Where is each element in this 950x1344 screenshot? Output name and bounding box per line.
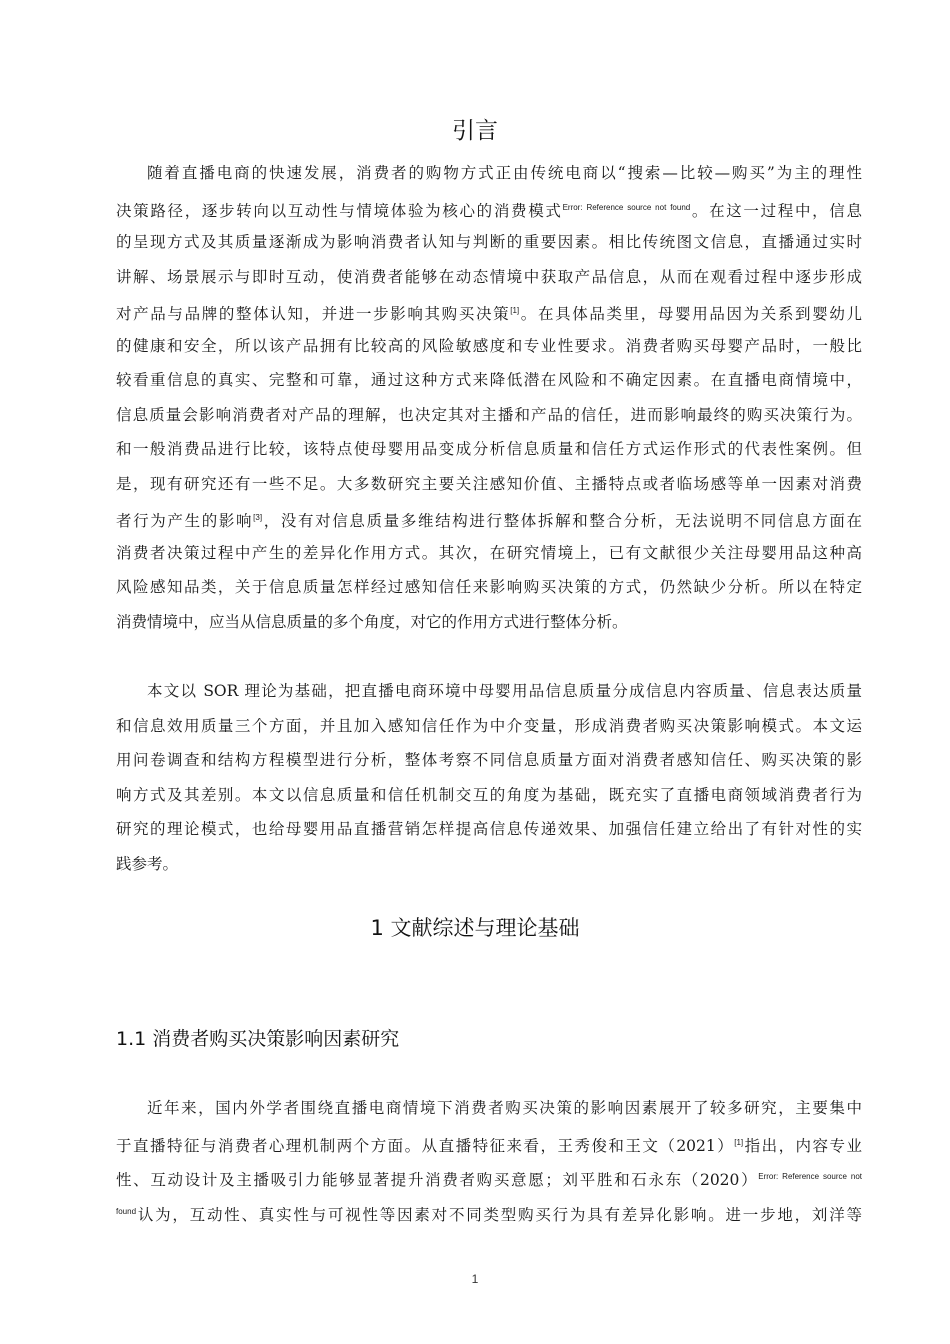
text-line: 是，现有研究还有一些不足。大多数研究主要关注感知价值、主播特点或者临场感等单一因素对消费 (116, 474, 862, 493)
text-line: 的呈现方式及其质量逐渐成为影响消费者认知与判断的重要因素。相比传统图文信息，直播通过实时 (116, 233, 862, 251)
text-line: 和信息效用质量三个方面，并且加入感知信任作为中介变量，形成消费者购买决策影响模式。本文运 (116, 716, 862, 735)
text-line: 消费者决策过程中产生的差异化作用方式。其次，在研究情境上，已有文献很少关注母婴用品这种高 (116, 543, 862, 562)
page-number: 1 (471, 1272, 479, 1286)
text-segment: 对产品与品牌的整体认知，并进一步影响其购买决策 (116, 305, 511, 323)
text-line: 近年来，国内外学者围绕直播电商情境下消费者购买决策的影响因素展开了较多研究，主要集中 (147, 1099, 862, 1117)
text-line: 消费情境中，应当从信息质量的多个角度，对它的作用方式进行整体分析。 (116, 612, 628, 631)
text-line: 较看重信息的真实、完整和可靠，通过这种方式来降低潜在风险和不确定因素。在直播电商情境中， (116, 371, 862, 389)
text-line: 响方式及其差别。本文以信息质量和信任机制交互的角度为基础，既充实了直播电商领域消费者行为 (116, 785, 862, 804)
text-line (116, 294, 862, 328)
text-segment: 性、互动设计及主播吸引力能够显著提升消费者购买意愿；刘平胜和石永东（2020） (116, 1171, 759, 1189)
text-line: 信息质量会影响消费者对产品的理解，也决定其对主播和产品的信任，进而影响最终的购买决策行为。 (116, 405, 862, 424)
text-line (116, 501, 862, 535)
citation-superscript: Error: Reference source not (758, 1172, 863, 1181)
text-segment: 认为，互动性、真实性与可视性等因素对不同类型购买行为具有差异化影响。进一步地，刘洋等 (136, 1205, 862, 1224)
text-line: 用问卷调查和结构方程模型进行分析，整体考察不同信息质量方面对消费者感知信任、购买决策的影 (116, 751, 862, 769)
text-segment: 于直播特征与消费者心理机制两个方面。从直播特征来看，王秀俊和王文（2021） (116, 1136, 735, 1155)
section-1-1-title: 1.1 消费者购买决策影响因素研究 (116, 1028, 400, 1050)
text-segment: 决策路径，逐步转向以互动性与情境体验为核心的消费模式 (116, 201, 563, 220)
text-segment: 者行为产生的影响 (116, 512, 254, 530)
section-1-title: 1 文献综述与理论基础 (370, 916, 580, 940)
text-line: 随着直播电商的快速发展，消费者的购物方式正由传统电商以“搜索—比较—购买”为主的理性 (147, 164, 862, 182)
text-line: 的健康和安全，所以该产品拥有比较高的风险敏感度和专业性要求。消费者购买母婴产品时，一般比 (116, 336, 862, 355)
text-line: 风险感知品类，关于信息质量怎样经过感知信任来影响购买决策的方式，仍然缺少分析。所以在特定 (116, 578, 862, 596)
citation-superscript: [1] (734, 1137, 744, 1147)
citation-superscript: found (116, 1206, 137, 1216)
text-line: 本文以 SOR 理论为基础，把直播电商环境中母婴用品信息质量分成信息内容质量、信息表达质量 (147, 682, 862, 700)
text-line (116, 1160, 862, 1194)
citation-superscript: [1] (510, 306, 520, 315)
intro-title: 引言 (452, 118, 498, 144)
text-line (116, 1126, 862, 1160)
text-line: 践参考。 (116, 854, 179, 873)
text-segment: ，没有对信息质量多维结构进行整体拆解和整合分析，无法说明不同信息方面在 (262, 512, 862, 530)
text-line: 研究的理论模式，也给母婴用品直播营销怎样提高信息传递效果、加强信任建立给出了有针对性的实 (116, 820, 862, 838)
citation-superscript: Error: Reference source not found (562, 202, 691, 212)
text-line: 讲解、场景展示与即时互动，使消费者能够在动态情境中获取产品信息，从而在观看过程中逐步形成 (116, 267, 862, 286)
text-segment: 指出，内容专业 (743, 1136, 862, 1155)
text-segment: 。在具体品类里，母婴用品因为关系到婴幼儿 (519, 305, 862, 323)
text-line (116, 1195, 862, 1229)
text-segment: 。在这一过程中，信息 (690, 201, 862, 220)
text-line (116, 191, 862, 225)
citation-superscript: [3] (253, 513, 263, 522)
text-line: 和一般消费品进行比较，该特点使母婴用品变成分析信息质量和信任方式运作形式的代表性案例。但 (116, 440, 862, 458)
